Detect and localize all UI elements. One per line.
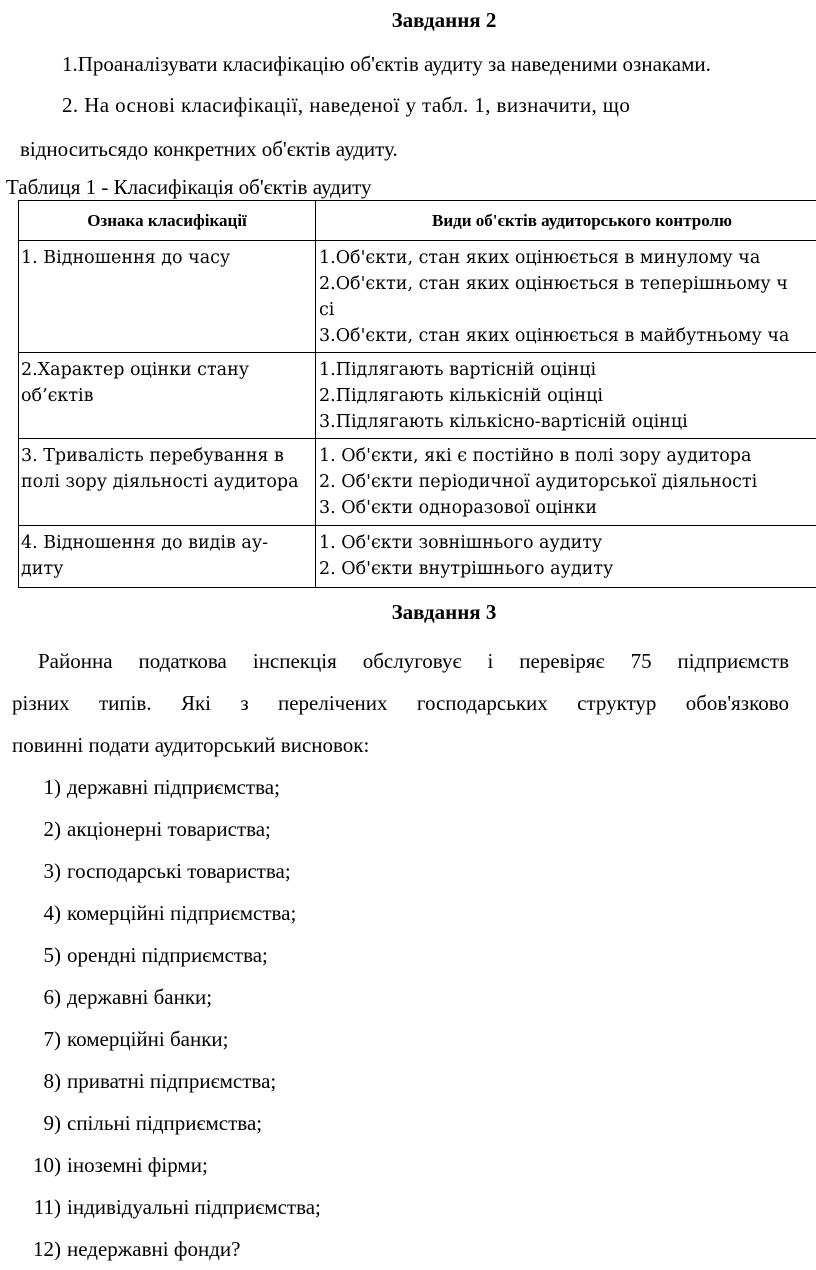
- criterion-line: полі зору діяльності аудитора: [21, 469, 314, 495]
- kind-line: сі: [319, 297, 816, 323]
- criterion-cell: [19, 353, 316, 439]
- list-item-number: 12): [0, 1228, 61, 1270]
- list-item: [0, 1102, 321, 1144]
- task2-item-1: 1.Проаналізувати класифікацію об'єктів аудиту за наведеними ознаками.: [62, 52, 711, 77]
- list-item: [0, 766, 321, 808]
- task3-paragraph-line-3: повинні подати аудиторський висновок:: [12, 724, 789, 766]
- list-item-text: недержавні фонди?: [67, 1237, 240, 1261]
- list-item: [0, 934, 321, 976]
- kind-line: 3.Підлягають кількісно-вартісній оцінці: [319, 409, 816, 435]
- criterion-cell: [19, 241, 316, 353]
- list-item: [0, 1144, 321, 1186]
- table-row: [19, 526, 816, 588]
- table-row: [19, 353, 816, 439]
- list-item: [0, 1060, 321, 1102]
- kinds-cell: [316, 241, 816, 353]
- list-item: [0, 808, 321, 850]
- classification-table: [18, 200, 816, 588]
- criterion-line: об’єктів: [21, 383, 314, 409]
- criterion-line: 3. Тривалість перебування в: [21, 443, 314, 469]
- task3-paragraph-line-1: Районна податкова інспекція обслуговує і перевіряє 75 підприємств: [12, 640, 789, 682]
- list-item: [0, 1228, 321, 1270]
- table-header-row: [19, 201, 816, 241]
- column-header-criterion: Ознака класифікації: [19, 201, 316, 241]
- list-item-text: господарські товариства;: [67, 859, 291, 883]
- criterion-line: 1. Відношення до часу: [21, 245, 314, 271]
- column-header-kinds: Види об'єктів аудиторського контролю: [316, 201, 816, 241]
- table-caption: Таблиця 1 - Класифікація об'єктів аудиту: [6, 175, 371, 200]
- kind-line: 1.Підлягають вартісній оцінці: [319, 357, 816, 383]
- kind-line: 1. Об'єкти, які є постійно в полі зору аудитора: [319, 443, 816, 469]
- enterprise-type-list: [0, 766, 321, 1270]
- kind-line: 2.Підлягають кількісній оцінці: [319, 383, 816, 409]
- list-item-text: комерційні підприємства;: [67, 901, 296, 925]
- list-item: [0, 892, 321, 934]
- kind-line: 2. Об'єкти внутрішнього аудиту: [319, 556, 816, 582]
- kinds-cell: [316, 526, 816, 588]
- list-item-number: 10): [0, 1144, 61, 1186]
- list-item-number: 4): [0, 892, 61, 934]
- table-row: [19, 241, 816, 353]
- list-item-number: 1): [0, 766, 61, 808]
- list-item-text: орендні підприємства;: [67, 943, 268, 967]
- list-item: [0, 976, 321, 1018]
- list-item-number: 2): [0, 808, 61, 850]
- table-row: [19, 439, 816, 526]
- list-item-number: 9): [0, 1102, 61, 1144]
- kinds-cell: [316, 439, 816, 526]
- kind-line: 1.Об'єкти, стан яких оцінюється в минулому ча: [319, 245, 816, 271]
- kind-line: 2.Об'єкти, стан яких оцінюється в теперішньому ч: [319, 271, 816, 297]
- task3-title: Завдання 3: [0, 600, 816, 625]
- list-item-number: 5): [0, 934, 61, 976]
- list-item-number: 6): [0, 976, 61, 1018]
- criterion-cell: [19, 439, 316, 526]
- list-item-number: 7): [0, 1018, 61, 1060]
- task2-item-2-line-1: 2. На основі класифікації, наведеної у табл. 1, визначити, що: [62, 93, 630, 118]
- list-item-text: державні банки;: [67, 985, 212, 1009]
- task3-paragraph-line-2: різних типів. Які з перелічених господарських структур обов'язково: [12, 682, 789, 724]
- criterion-line: 4. Відношення до видів ау-: [21, 530, 314, 556]
- list-item-text: спільні підприємства;: [67, 1111, 262, 1135]
- list-item-number: 3): [0, 850, 61, 892]
- list-item-text: акціонерні товариства;: [67, 817, 271, 841]
- list-item-text: приватні підприємства;: [67, 1069, 276, 1093]
- list-item: [0, 1018, 321, 1060]
- list-item-text: комерційні банки;: [67, 1027, 229, 1051]
- list-item-text: державні підприємства;: [67, 775, 280, 799]
- list-item-number: 11): [0, 1186, 61, 1228]
- kind-line: 3. Об'єкти одноразової оцінки: [319, 495, 816, 521]
- criterion-line: 2.Характер оцінки стану: [21, 357, 314, 383]
- list-item-text: іноземні фірми;: [67, 1153, 208, 1177]
- kind-line: 2. Об'єкти періодичної аудиторської діяльності: [319, 469, 816, 495]
- kind-line: 3.Об'єкти, стан яких оцінюється в майбутньому ча: [319, 323, 816, 349]
- task2-title: Завдання 2: [0, 8, 816, 33]
- kind-line: 1. Об'єкти зовнішнього аудиту: [319, 530, 816, 556]
- list-item-number: 8): [0, 1060, 61, 1102]
- kinds-cell: [316, 353, 816, 439]
- list-item: [0, 1186, 321, 1228]
- task2-item-2-line-2: відноситьсядо конкретних об'єктів аудиту.: [20, 137, 398, 162]
- criterion-line: диту: [21, 556, 314, 582]
- list-item-text: індивідуальні підприємства;: [67, 1195, 321, 1219]
- criterion-cell: [19, 526, 316, 588]
- list-item: [0, 850, 321, 892]
